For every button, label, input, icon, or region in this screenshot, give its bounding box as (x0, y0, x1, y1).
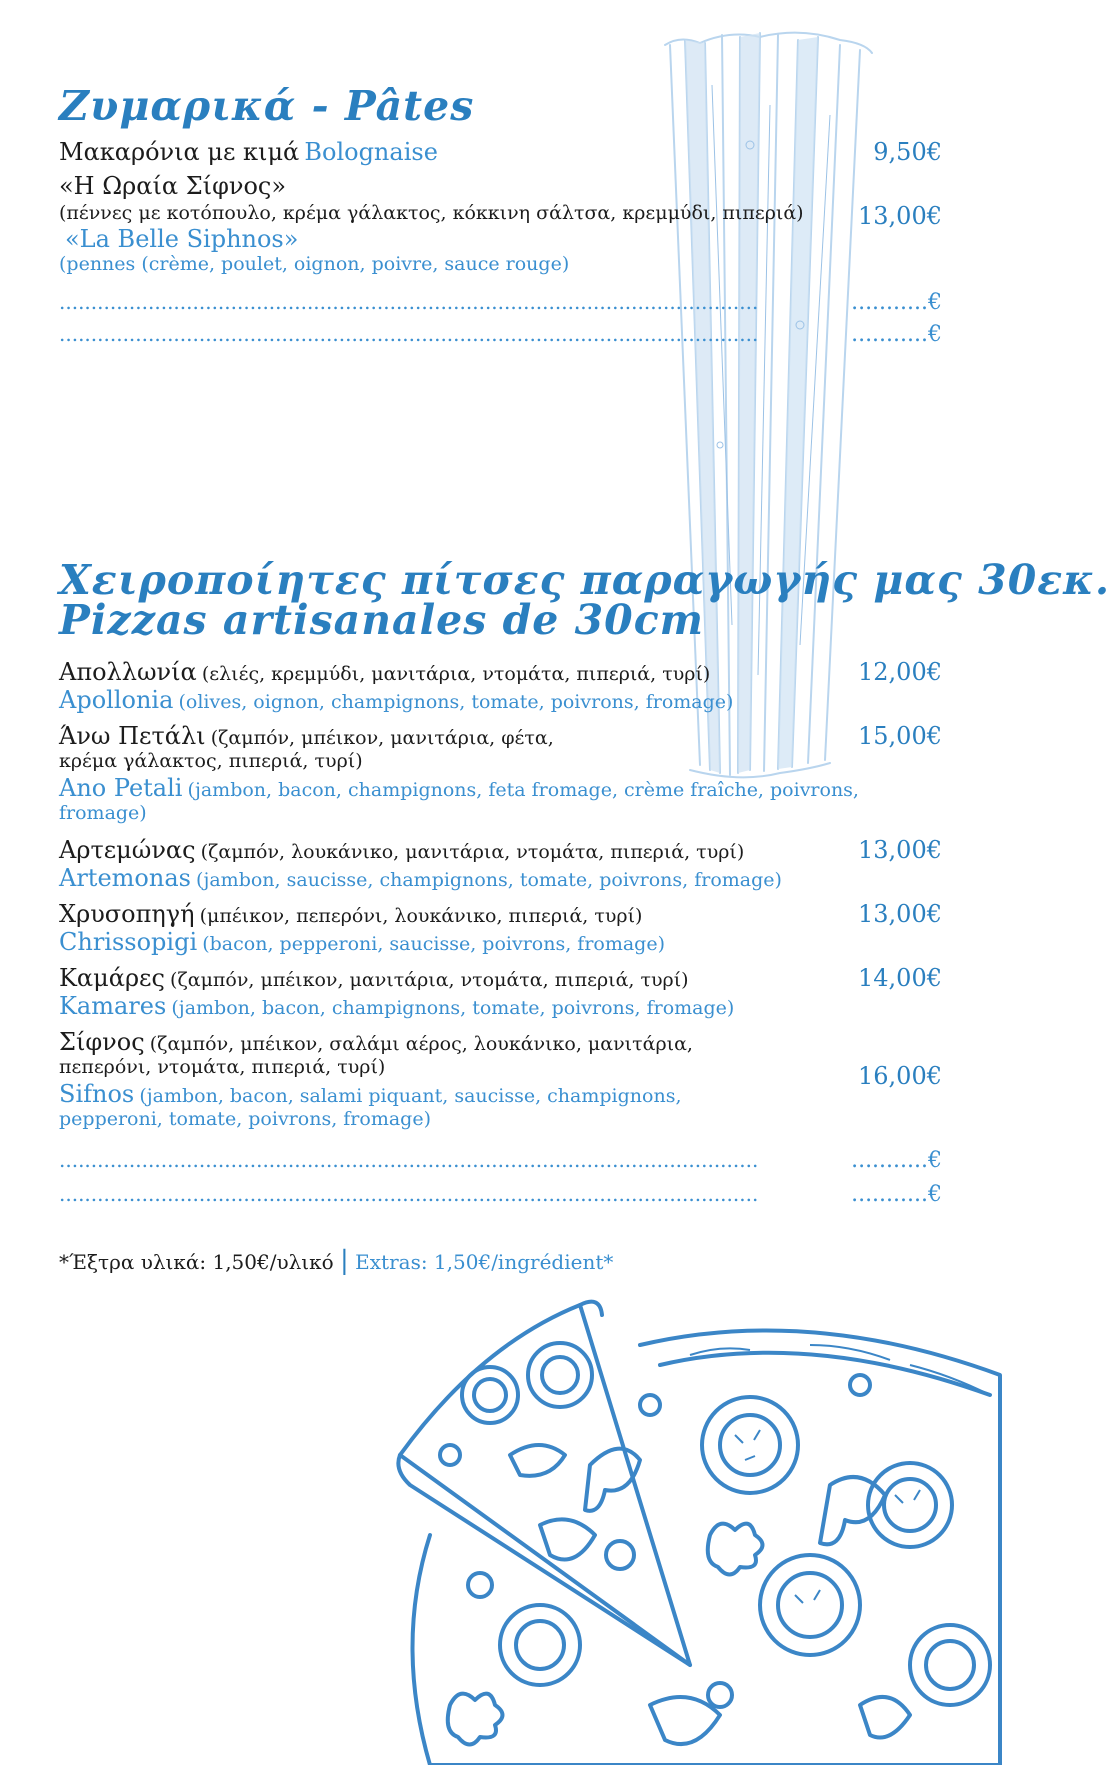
item-name-greek: Αρτεμώνας (59, 836, 196, 864)
item-name-greek: Χρυσοπηγή (59, 900, 195, 928)
item-desc-french: (bacon, pepperoni, saucisse, poivrons, fromage) (202, 933, 665, 955)
item-name-greek: Απολλωνία (59, 658, 197, 686)
item-price: 13,00€ (858, 900, 942, 928)
item-desc-greek: (ζαμπόν, λουκάνικο, μανιτάρια, ντομάτα, πιπεριά, τυρί) (200, 841, 745, 863)
item-name-french: Ano Petali (59, 774, 183, 802)
item-desc-french: (pennes (crème, poulet, oignon, poivre, sauce rouge) (59, 253, 570, 275)
item-desc-french: (olives, oignon, champignons, tomate, poivrons, fromage) (178, 691, 734, 713)
blank-line: .............................................................................................................. ...........€ (59, 290, 942, 315)
item-name-french: Bolognaise (304, 138, 438, 166)
item-desc-french-cont: pepperoni, tomate, poivrons, fromage) (59, 1108, 431, 1130)
item-name-french: Chrissopigi (59, 928, 198, 956)
item-desc-french: (jambon, bacon, salami piquant, saucisse, champignons, (139, 1085, 682, 1107)
menu-item-bolognaise (59, 138, 942, 166)
item-desc-french: (jambon, bacon, champignons, tomate, poivrons, fromage) (171, 997, 735, 1019)
item-desc-greek: (πέννες με κοτόπουλο, κρέμα γάλακτος, κόκκινη σάλτσα, κρεμμύδι, πιπεριά) (59, 202, 804, 224)
item-desc-greek: (ζαμπόν, μπέικον, μανιτάρια, φέτα, (210, 727, 554, 749)
blank-line: .............................................................................................................. ...........€ (59, 322, 942, 347)
pizza-illustration (390, 1285, 1000, 1765)
item-price: 9,50€ (873, 138, 942, 166)
item-name-french: Kamares (59, 992, 167, 1020)
item-price: 16,00€ (858, 1062, 942, 1090)
item-name-french: «La Belle Siphnos» (65, 225, 299, 253)
blank-line: .............................................................................................................. ...........€ (59, 1148, 942, 1173)
pizza-section-title-french: Pizzas artisanales de 30cm (59, 596, 705, 644)
item-desc-french: (jambon, saucisse, champignons, tomate, poivrons, fromage) (196, 869, 782, 891)
blank-line: .............................................................................................................. ...........€ (59, 1182, 942, 1207)
menu-item-apollonia (59, 658, 942, 714)
item-name-greek: Μακαρόνια με κιμά (59, 138, 300, 166)
item-price: 14,00€ (858, 964, 942, 992)
item-name-greek: Καμάρες (59, 964, 165, 992)
pizza-section-title-greek: Χειροποίητες πίτσες παραγωγής μας 30εκ. (59, 556, 1110, 604)
item-price: 13,00€ (858, 836, 942, 864)
pasta-section-title: Ζυμαρικά - Pâtes (59, 82, 475, 130)
extras-greek: *Έξτρα υλικά: 1,50€/υλικό (59, 1250, 334, 1274)
item-desc-french-cont: fromage) (59, 802, 147, 824)
menu-item-chrissopigi (59, 900, 942, 956)
item-name-french: Sifnos (59, 1080, 135, 1108)
item-desc-greek: (ζαμπόν, μπέικον, σαλάμι αέρος, λουκάνικο, μανιτάρια, (149, 1033, 693, 1055)
menu-item-kamares (59, 964, 942, 1020)
item-price: 12,00€ (858, 658, 942, 686)
menu-item-sifnos (59, 1028, 942, 1130)
item-name-french: Apollonia (59, 686, 174, 714)
extras-footnote (59, 1246, 613, 1276)
item-price: 15,00€ (858, 722, 942, 750)
item-desc-greek-cont: κρέμα γάλακτος, πιπεριά, τυρί) (59, 750, 363, 772)
menu-item-ano-petali (59, 722, 942, 824)
item-desc-greek: (ζαμπόν, μπέικον, μανιτάρια, ντομάτα, πιπεριά, τυρί) (170, 969, 689, 991)
item-name-greek: Σίφνος (59, 1028, 145, 1056)
item-name-french: Artemonas (59, 864, 191, 892)
extras-french: Extras: 1,50€/ingrédient* (355, 1250, 614, 1274)
item-price: 13,00€ (858, 202, 942, 230)
item-desc-greek-cont: πεπερόνι, ντομάτα, πιπεριά, τυρί) (59, 1056, 386, 1078)
item-desc-greek: (μπέικον, πεπερόνι, λουκάνικο, πιπεριά, τυρί) (199, 905, 643, 927)
menu-item-belle-siphnos (59, 172, 942, 275)
item-desc-greek: (ελιές, κρεμμύδι, μανιτάρια, ντομάτα, πιπεριά, τυρί) (201, 663, 711, 685)
item-name-greek: Άνω Πετάλι (59, 722, 206, 750)
item-name-greek: «Η Ωραία Σίφνος» (59, 172, 287, 200)
item-desc-french: (jambon, bacon, champignons, feta fromage, crème fraîche, poivrons, (187, 779, 859, 801)
menu-item-artemonas (59, 836, 942, 892)
separator: | (340, 1246, 349, 1276)
